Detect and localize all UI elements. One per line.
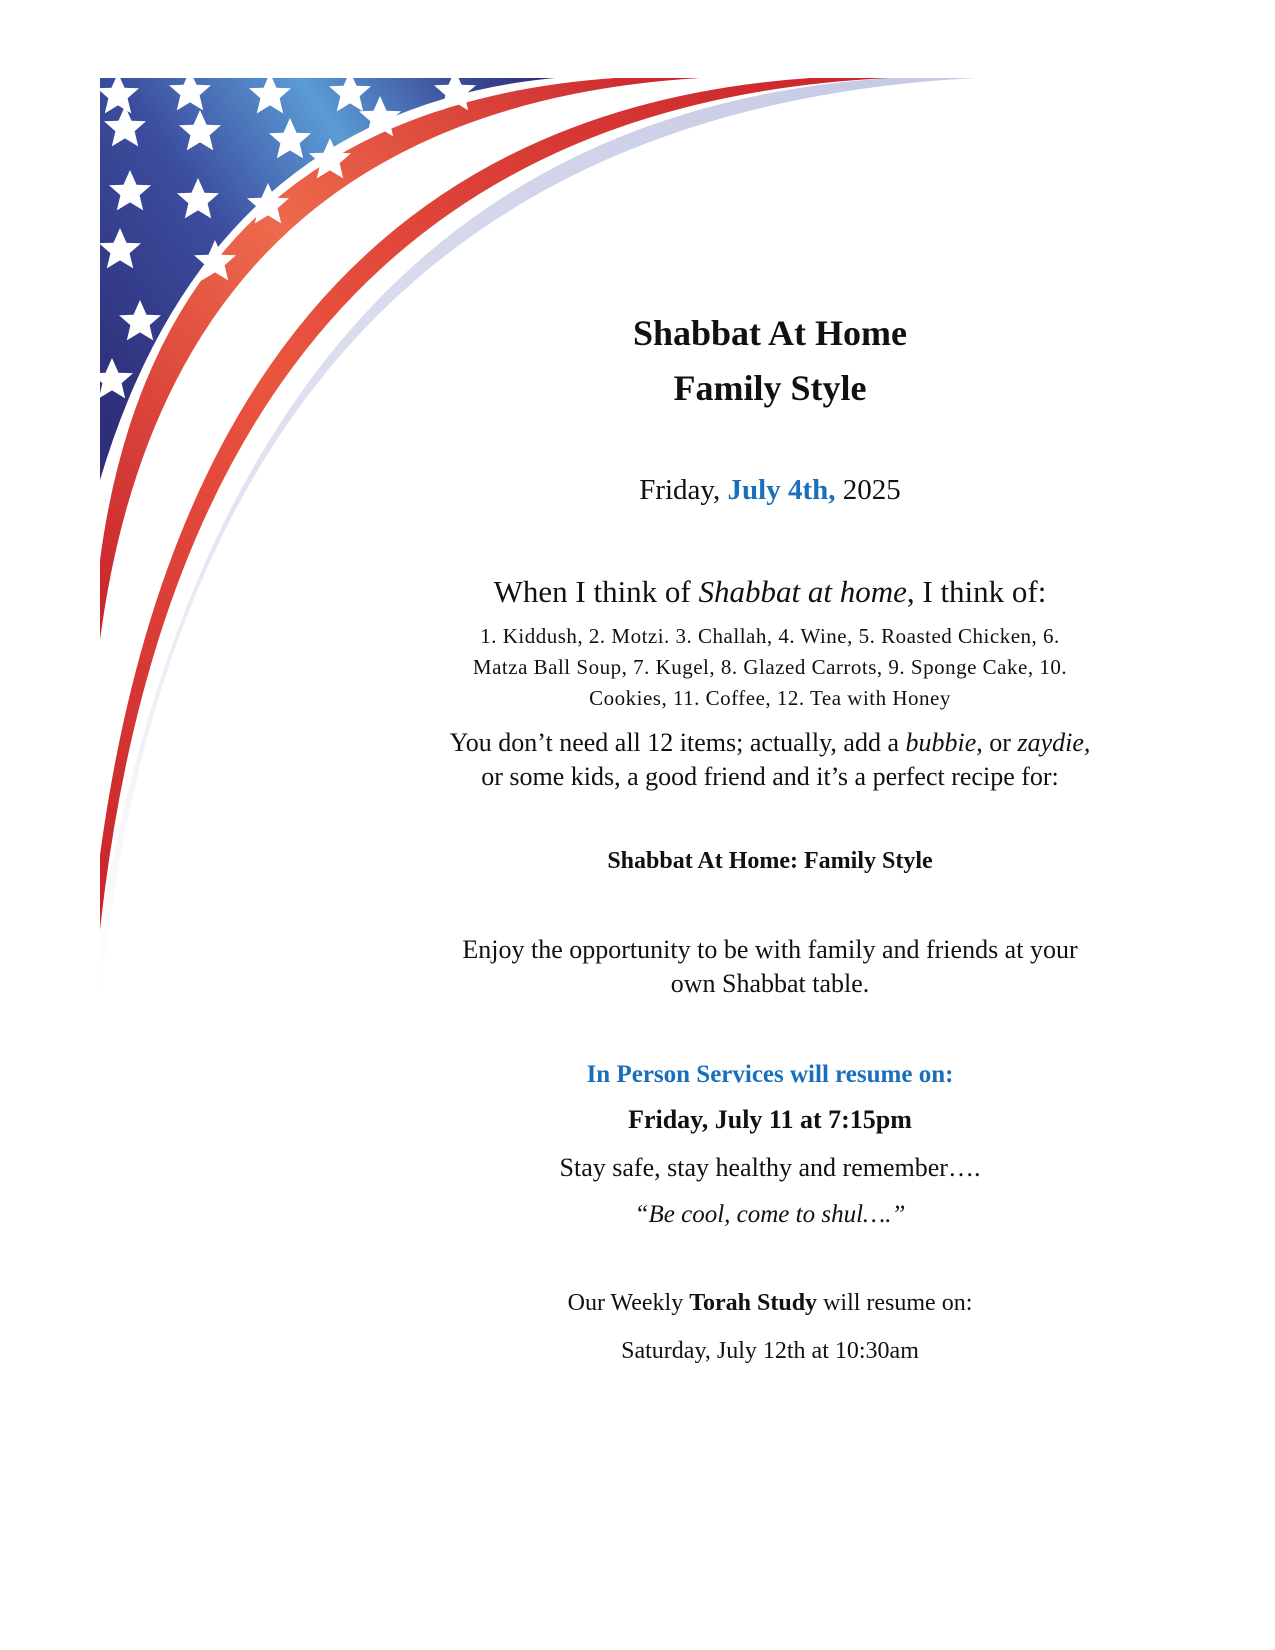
think-prefix: When I think of — [493, 574, 699, 609]
recipe-part-1: You don’t need all 12 items; actually, add a — [449, 728, 906, 757]
torah-suffix: will resume on: — [817, 1290, 973, 1316]
services-quote: “Be cool, come to shul….” — [634, 1201, 906, 1228]
think-italic: Shabbat at home — [698, 574, 907, 609]
menu-list-line-2: Matza Ball Soup, 7. Kugel, 8. Glazed Carrots, 9. Sponge Cake, 10. — [472, 655, 1068, 679]
enjoy-line-2: own Shabbat table. — [670, 969, 870, 998]
event-date-highlight: July 4th, — [727, 474, 836, 506]
torah-study-line — [380, 1287, 1160, 1319]
think-of-line — [380, 573, 1160, 611]
think-suffix: , I think of: — [906, 574, 1047, 609]
subhead: Shabbat At Home: Family Style — [607, 848, 933, 874]
recipe-italic-bubbie: bubbie — [905, 728, 977, 757]
services-date: Friday, July 11 at 7:15pm — [628, 1105, 912, 1134]
event-date-suffix: 2025 — [835, 474, 901, 506]
torah-study-date: Saturday, July 12th at 10:30am — [621, 1338, 919, 1364]
recipe-part-2: , or — [976, 728, 1018, 757]
event-date — [380, 472, 1160, 508]
menu-list-line-1: 1. Kiddush, 2. Motzi. 3. Challah, 4. Wine, 5. Roasted Chicken, 6. — [480, 624, 1060, 648]
menu-list-line-3: Cookies, 11. Coffee, 12. Tea with Honey — [589, 686, 951, 710]
torah-bold: Torah Study — [689, 1290, 818, 1316]
services-heading: In Person Services will resume on: — [586, 1061, 954, 1088]
recipe-line-2: or some kids, a good friend and it’s a perfect recipe for: — [481, 762, 1059, 791]
torah-prefix: Our Weekly — [567, 1290, 690, 1316]
services-reminder: Stay safe, stay healthy and remember…. — [559, 1153, 981, 1182]
enjoy-line-1: Enjoy the opportunity to be with family and friends at your — [462, 935, 1078, 964]
title-line-2: Family Style — [673, 368, 867, 408]
recipe-italic-zaydie: zaydie, — [1017, 728, 1091, 757]
event-date-prefix: Friday, — [639, 474, 728, 506]
recipe-line-1 — [380, 726, 1160, 760]
title-line-1: Shabbat At Home — [632, 313, 908, 353]
